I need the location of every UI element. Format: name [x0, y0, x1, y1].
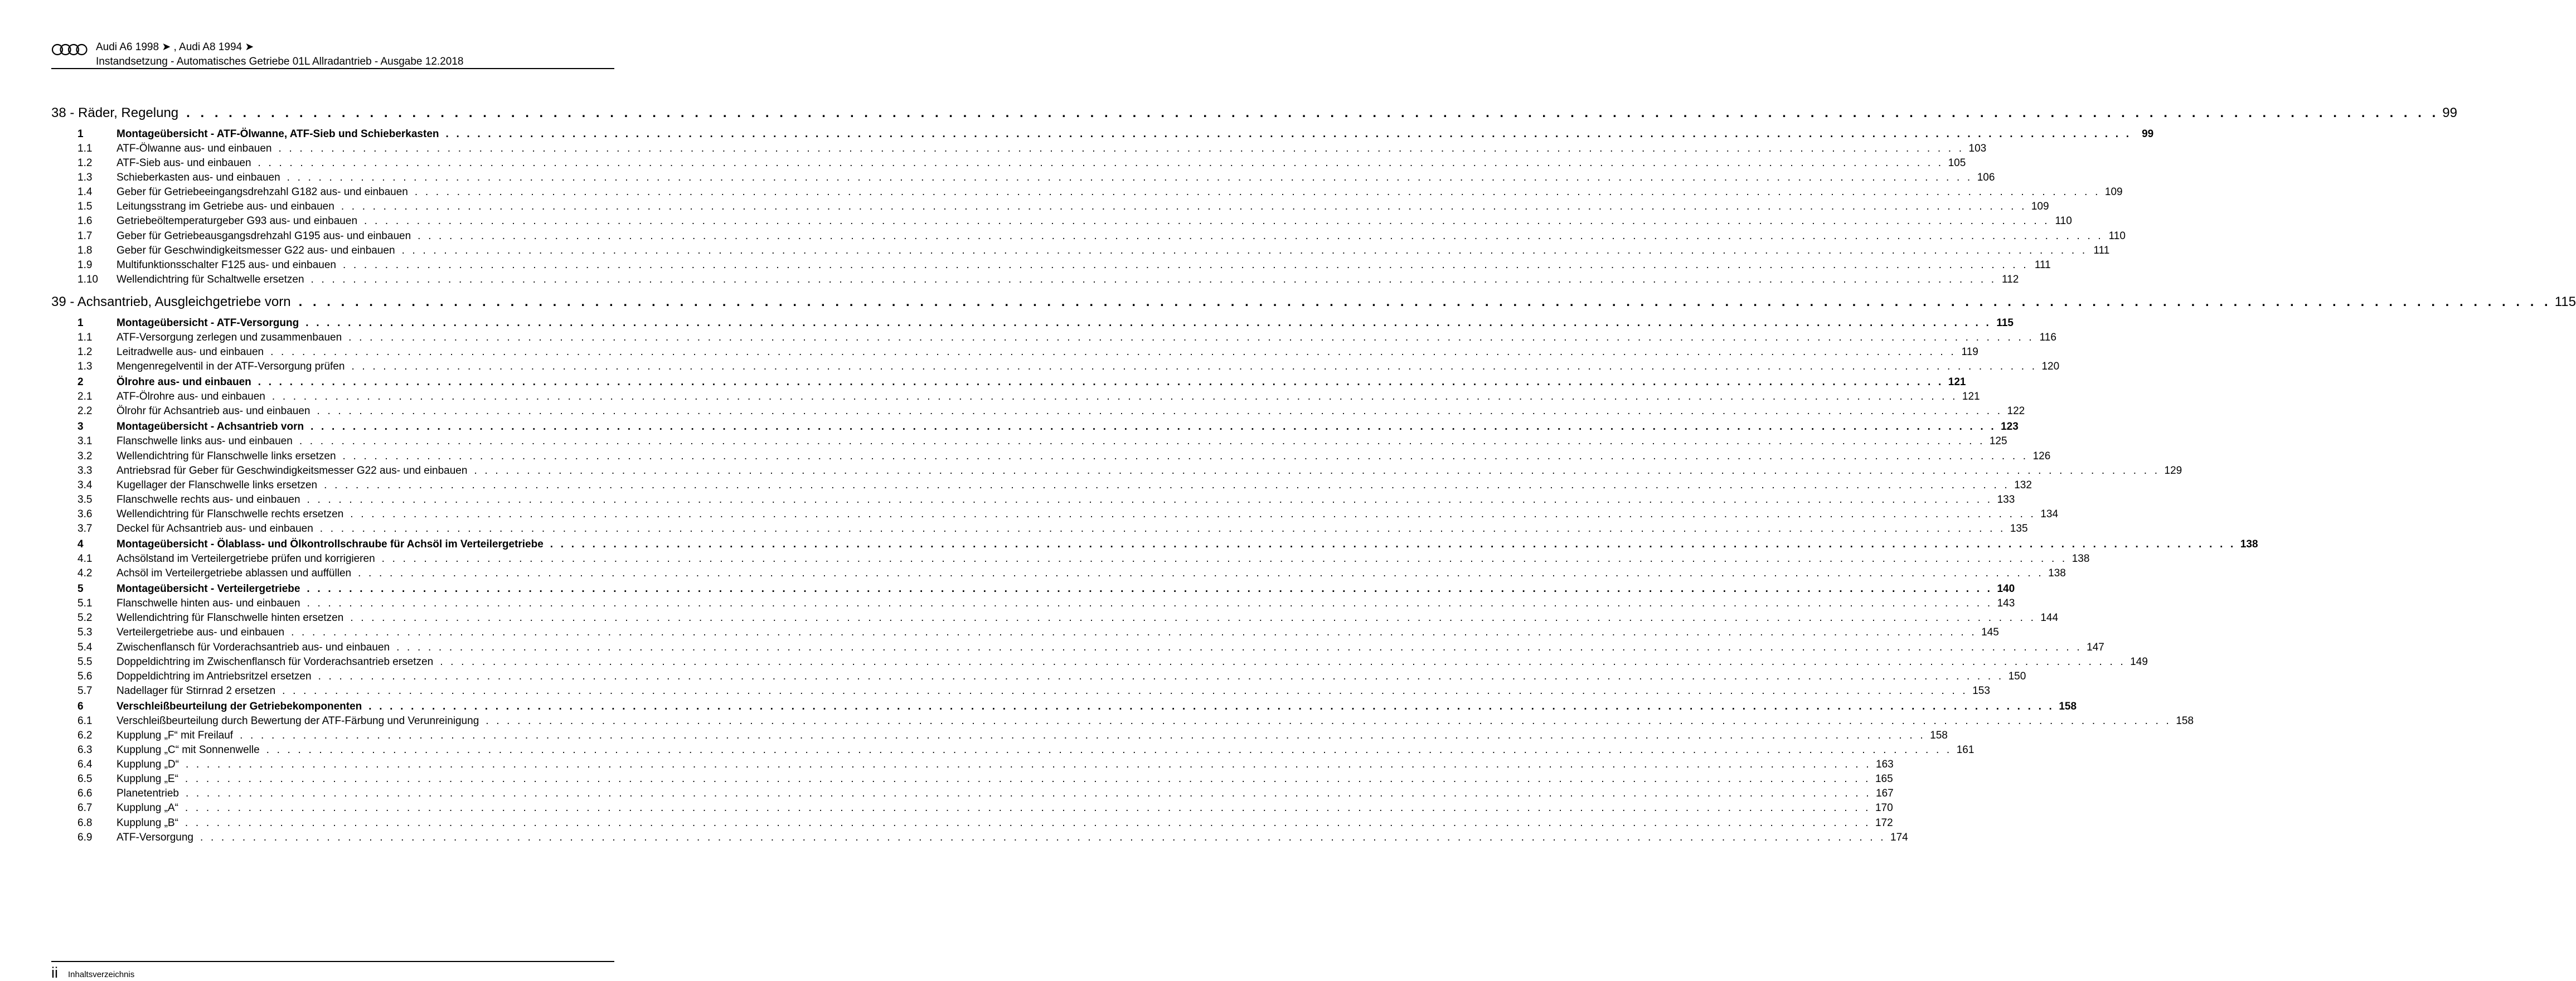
- entry-page: 132: [2010, 478, 2032, 493]
- entry-number: 6.3: [77, 744, 93, 756]
- entry-title: Kupplung „D“: [117, 757, 186, 772]
- entry-page: 170: [1871, 801, 1893, 815]
- entry-title: Montageübersicht - Achsantrieb vorn: [117, 419, 311, 435]
- entry-title: Verschleißbeurteilung durch Bewertung der ATF-Färbung und Verunreinigung: [117, 714, 486, 729]
- entry-title: Montageübersicht - ATF-Versorgung: [117, 315, 305, 332]
- entry-title: Doppeldichtring im Antriebsritzel ersetzen: [117, 669, 318, 684]
- entry-number: 1.3: [77, 172, 93, 184]
- dot-leader: . . . . . . . . . . . . . . . . . . . . . . . . . . . . . . . . . . . . . . . . . . . . . . . . . . . . . . . . . . . . . . . . . . . . . . . . . . . . . . . . . . . . . . . . . . . . . . . . . . . . . . . . . . . . . . . . . . . . . . . . . . . . . . . . . . . . . . . . . . . . . . . . . . . . . . . . . . . . . . . .: [278, 143, 1964, 154]
- footer-divider: [51, 961, 614, 962]
- entry-page: 138: [2067, 552, 2089, 566]
- dot-leader: . . . . . . . . . . . . . . . . . . . . . . . . . . . . . . . . . . . . . . . . . . . . . . . . . . . . . . . . . . . . . . . . . . . . . . . . . . . . . . . . . . . . . . . . . . . . . . . . . . . . . . . . . . . . . . . . . . . . . . . . . . . . . . . . . . . . . . . . . . . . . . . . . . . . . . . . . . . . . . . .: [200, 831, 1886, 843]
- toc-entry[interactable]: [51, 655, 2148, 669]
- entry-title: Verschleißbeurteilung der Getriebekomponenten: [117, 698, 368, 715]
- entry-number: 6.6: [77, 788, 93, 800]
- entry-number: 6: [77, 700, 84, 712]
- entry-number: 3.6: [77, 508, 93, 520]
- toc-chapter[interactable]: [51, 103, 2457, 124]
- entry-number: 2.1: [77, 391, 93, 403]
- entry-title: Kupplung „B“: [117, 816, 185, 831]
- dot-leader: . . . . . . . . . . . . . . . . . . . . . . . . . . . . . . . . . . . . . . . . . . . . . . . . . . . . . . . . . . . . . . . . . . . . . . . . . . . . . . . . . . . . . . . . . . . . . . . . . . . . . . . . . . . . . . . . . . . . . . . . . . . . . . . . . . . . . . . . . . . . . . . . . . . . . . . . . . . . . . . .: [185, 817, 1871, 829]
- toc-entry[interactable]: [51, 816, 1893, 831]
- entry-page: 140: [1992, 581, 2015, 598]
- entry-title: Leitungsstrang im Getriebe aus- und einbauen: [117, 200, 341, 214]
- toc-entry[interactable]: [51, 493, 2015, 507]
- entry-page: 125: [1985, 434, 2007, 449]
- entry-page: 122: [2002, 404, 2025, 419]
- entry-number: 5: [77, 583, 84, 595]
- toc-entry[interactable]: [51, 566, 2066, 581]
- toc-entry[interactable]: [51, 434, 2007, 449]
- entry-number: 1.5: [77, 201, 93, 213]
- entry-page: 149: [2126, 655, 2148, 669]
- entry-page: 138: [2044, 566, 2066, 581]
- entry-page: 163: [1871, 757, 1894, 772]
- dot-leader: . . . . . . . . . . . . . . . . . . . . . . . . . . . . . . . . . . . . . . . . . . . . . . . . . . . . . . . . . . . . . . . . . . . . . . . . . . . . . . . . . . . . . . . . . . . . . . . . . . . . . . . . . . . . . . . . . . . . . . . . . . . . . . . . . . . . . . . . . . . . . . . . . . . . . . . . . . . . . . . .: [550, 538, 2236, 551]
- dot-leader: . . . . . . . . . . . . . . . . . . . . . . . . . . . . . . . . . . . . . . . . . . . . . . . . . . . . . . . . . . . . . . . . . . . . . . . . . . . . . . . . . . . . . . . . . . . . . . . . . . . . . . . . . . . . . . . . . . . . . . . . . . . . . . . . . . . . . . . . . . . . . . . . . . . . . . . . . . . . . . . .: [186, 105, 2439, 120]
- entry-page: 121: [1944, 374, 1966, 391]
- entry-number: 1.1: [77, 331, 93, 343]
- entry-number: 6.5: [77, 773, 93, 785]
- entry-number: 1.10: [77, 273, 98, 285]
- toc-entry[interactable]: [51, 390, 1980, 404]
- dot-leader: . . . . . . . . . . . . . . . . . . . . . . . . . . . . . . . . . . . . . . . . . . . . . . . . . . . . . . . . . . . . . . . . . . . . . . . . . . . . . . . . . . . . . . . . . . . . . . . . . . . . . . . . . . . . . . . . . . . . . . . . . . . . . . . . . . . . . . . . . . . . . . . . . . . . . . . . . . . . . . . .: [445, 128, 2132, 140]
- entry-page: 109: [2100, 185, 2123, 200]
- entry-number: 5.6: [77, 670, 93, 682]
- entry-page: 145: [1977, 625, 1999, 640]
- entry-number: 6.7: [77, 802, 93, 814]
- entry-title: Kugellager der Flanschwelle links ersetzen: [117, 478, 324, 493]
- entry-number: 1.9: [77, 259, 93, 271]
- toc-entry[interactable]: [51, 360, 2060, 374]
- entry-page: 111: [2087, 244, 2109, 258]
- entry-title: Flanschwelle hinten aus- und einbauen: [117, 596, 307, 611]
- toc-section[interactable]: [51, 126, 2154, 142]
- entry-number: 6.2: [77, 730, 93, 741]
- entry-title: Deckel für Achsantrieb aus- und einbauen: [117, 522, 320, 536]
- toc-entry[interactable]: [51, 640, 2104, 655]
- toc-entry[interactable]: [51, 801, 1893, 815]
- entry-page: 126: [2028, 449, 2050, 464]
- page-header: [51, 40, 614, 69]
- toc-entry[interactable]: [51, 464, 2182, 478]
- entry-number: 5.4: [77, 641, 93, 653]
- entry-page: 174: [1886, 831, 1908, 845]
- toc-entry[interactable]: [51, 244, 2110, 258]
- dot-leader: . . . . . . . . . . . . . . . . . . . . . . . . . . . . . . . . . . . . . . . . . . . . . . . . . . . . . . . . . . . . . . . . . . . . . . . . . . . . . . . . . . . . . . . . . . . . . . . . . . . . . . . . . . . . . . . . . . . . . . . . . . . . . . . . . . . . . . . . . . . . . . . . . . . . . . . . . . . . . . . .: [185, 788, 1871, 800]
- entry-page: 161: [1952, 743, 1974, 757]
- entry-page: 115: [1991, 315, 2014, 332]
- entry-number: 5.2: [77, 612, 93, 624]
- entry-number: 1.8: [77, 244, 93, 256]
- entry-page: 133: [1992, 493, 2015, 507]
- entry-title: ATF-Ölwanne aus- und einbauen: [117, 142, 278, 156]
- dot-leader: . . . . . . . . . . . . . . . . . . . . . . . . . . . . . . . . . . . . . . . . . . . . . . . . . . . . . . . . . . . . . . . . . . . . . . . . . . . . . . . . . . . . . . . . . . . . . . . . . . . . . . . . . . . . . . . . . . . . . . . . . . . . . . . . . . . . . . . . . . . . . . . . . . . . . . . . . . . . . . . .: [317, 405, 2003, 417]
- toc-entry[interactable]: [51, 772, 1893, 786]
- toc-entry[interactable]: [51, 714, 2194, 729]
- dot-leader: . . . . . . . . . . . . . . . . . . . . . . . . . . . . . . . . . . . . . . . . . . . . . . . . . . . . . . . . . . . . . . . . . . . . . . . . . . . . . . . . . . . . . . . . . . . . . . . . . . . . . . . . . . . . . . . . . . . . . . . . . . . . . . . . . . . . . . . . . . . . . . . . . . . . . . . . . . . . . . . .: [350, 508, 2036, 520]
- toc-entry[interactable]: [51, 171, 1995, 185]
- entry-number: 1.2: [77, 157, 93, 169]
- dot-leader: . . . . . . . . . . . . . . . . . . . . . . . . . . . . . . . . . . . . . . . . . . . . . . . . . . . . . . . . . . . . . . . . . . . . . . . . . . . . . . . . . . . . . . . . . . . . . . . . . . . . . . . . . . . . . . . . . . . . . . . . . . . . . . . . . . . . . . . . . . . . . . . . . . . . . . . . . . . . . . . .: [287, 172, 1973, 184]
- dot-leader: . . . . . . . . . . . . . . . . . . . . . . . . . . . . . . . . . . . . . . . . . . . . . . . . . . . . . . . . . . . . . . . . . . . . . . . . . . . . . . . . . . . . . . . . . . . . . . . . . . . . . . . . . . . . . . . . . . . . . . . . . . . . . . . . . . . . . . . . . . . . . . . . . . . . . . . . . . . . . . . .: [240, 730, 1925, 741]
- entry-page: 153: [1968, 684, 1990, 698]
- toc-entry[interactable]: [51, 669, 2026, 684]
- toc-entry[interactable]: [51, 200, 2049, 214]
- entry-title: Achsöl im Verteilergetriebe ablassen und auffüllen: [117, 566, 358, 581]
- toc-section[interactable]: [51, 698, 2077, 714]
- dot-leader: . . . . . . . . . . . . . . . . . . . . . . . . . . . . . . . . . . . . . . . . . . . . . . . . . . . . . . . . . . . . . . . . . . . . . . . . . . . . . . . . . . . . . . . . . . . . . . . . . . . . . . . . . . . . . . . . . . . . . . . . . . . . . . . . . . . . . . . . . . . . . . . . . . . . . . . . . . . . . . . .: [351, 361, 2037, 373]
- entry-number: 6.9: [77, 831, 93, 843]
- entry-title: Montageübersicht - Ölablass- und Ölkontrollschraube für Achsöl im Verteilergetriebe: [117, 536, 550, 553]
- entry-title: ATF-Ölrohre aus- und einbauen: [117, 390, 272, 404]
- dot-leader: . . . . . . . . . . . . . . . . . . . . . . . . . . . . . . . . . . . . . . . . . . . . . . . . . . . . . . . . . . . . . . . . . . . . . . . . . . . . . . . . . . . . . . . . . . . . . . . . . . . . . . . . . . . . . . . . . . . . . . . . . . . . . . . . . . . . . . . . . . . . . . . . . . . . . . . . . . . . . . . .: [185, 759, 1871, 771]
- entry-number: 6.8: [77, 817, 93, 829]
- entry-title: ATF-Versorgung zerlegen und zusammenbauen: [117, 331, 348, 345]
- toc-entry[interactable]: [51, 625, 1999, 640]
- entry-number: 3.3: [77, 464, 93, 477]
- entry-title: Multifunktionsschalter F125 aus- und einbauen: [117, 258, 343, 273]
- header-vehicle-line: Audi A6 1998 ➤ , Audi A8 1994 ➤: [96, 41, 254, 53]
- dot-leader: . . . . . . . . . . . . . . . . . . . . . . . . . . . . . . . . . . . . . . . . . . . . . . . . . . . . . . . . . . . . . . . . . . . . . . . . . . . . . . . . . . . . . . . . . . . . . . . . . . . . . . . . . . . . . . . . . . . . . . . . . . . . . . . . . . . . . . . . . . . . . . . . . . . . . . . . . . . . . . . .: [440, 655, 2126, 668]
- entry-title: Schieberkasten aus- und einbauen: [117, 171, 287, 185]
- entry-number: 6.4: [77, 759, 93, 771]
- entry-page: 138: [2236, 536, 2258, 553]
- table-of-contents: [51, 105, 2576, 845]
- toc-entry[interactable]: [51, 611, 2059, 625]
- chapter-page: 99: [2442, 105, 2457, 120]
- entry-title: Mengenregelventil in der ATF-Versorgung prüfen: [117, 360, 351, 374]
- dot-leader: . . . . . . . . . . . . . . . . . . . . . . . . . . . . . . . . . . . . . . . . . . . . . . . . . . . . . . . . . . . . . . . . . . . . . . . . . . . . . . . . . . . . . . . . . . . . . . . . . . . . . . . . . . . . . . . . . . . . . . . . . . . . . . . . . . . . . . . . . . . . . . . . . . . . . . . . . . . . . . . .: [350, 612, 2036, 624]
- footer-label: Inhaltsverzeichnis: [68, 970, 135, 979]
- dot-leader: . . . . . . . . . . . . . . . . . . . . . . . . . . . . . . . . . . . . . . . . . . . . . . . . . . . . . . . . . . . . . . . . . . . . . . . . . . . . . . . . . . . . . . . . . . . . . . . . . . . . . . . . . . . . . . . . . . . . . . . . . . . . . . . . . . . . . . . . . . . . . . . . . . . . . . . . . . . . . . . .: [414, 186, 2100, 198]
- toc-entry[interactable]: [51, 273, 2019, 287]
- toc-entry[interactable]: [51, 156, 1966, 171]
- audi-rings-logo: [51, 43, 88, 56]
- toc-section[interactable]: [51, 581, 2015, 596]
- dot-leader: . . . . . . . . . . . . . . . . . . . . . . . . . . . . . . . . . . . . . . . . . . . . . . . . . . . . . . . . . . . . . . . . . . . . . . . . . . . . . . . . . . . . . . . . . . . . . . . . . . . . . . . . . . . . . . . . . . . . . . . . . . . . . . . . . . . . . . . . . . . . . . . . . . . . . . . . . . . . . . . .: [324, 479, 2010, 491]
- dot-leader: . . . . . . . . . . . . . . . . . . . . . . . . . . . . . . . . . . . . . . . . . . . . . . . . . . . . . . . . . . . . . . . . . . . . . . . . . . . . . . . . . . . . . . . . . . . . . . . . . . . . . . . . . . . . . . . . . . . . . . . . . . . . . . . . . . . . . . . . . . . . . . . . . . . . . . . . . . . . . . . .: [474, 464, 2160, 477]
- entry-page: 129: [2160, 464, 2182, 478]
- entry-title: Montageübersicht - ATF-Ölwanne, ATF-Sieb und Schieberkasten: [117, 126, 446, 143]
- dot-leader: . . . . . . . . . . . . . . . . . . . . . . . . . . . . . . . . . . . . . . . . . . . . . . . . . . . . . . . . . . . . . . . . . . . . . . . . . . . . . . . . . . . . . . . . . . . . . . . . . . . . . . . . . . . . . . . . . . . . . . . . . . . . . . . . . . . . . . . . . . . . . . . . . . . . . . . . . . . . . . . .: [307, 583, 1993, 595]
- toc-entry[interactable]: [51, 596, 2015, 611]
- entry-page: 158: [1925, 729, 1948, 743]
- entry-number: 1: [77, 128, 84, 140]
- dot-leader: . . . . . . . . . . . . . . . . . . . . . . . . . . . . . . . . . . . . . . . . . . . . . . . . . . . . . . . . . . . . . . . . . . . . . . . . . . . . . . . . . . . . . . . . . . . . . . . . . . . . . . . . . . . . . . . . . . . . . . . . . . . . . . . . . . . . . . . . . . . . . . . . . . . . . . . . . . . . . . . .: [358, 567, 2044, 580]
- entry-number: 1.7: [77, 230, 93, 242]
- dot-leader: . . . . . . . . . . . . . . . . . . . . . . . . . . . . . . . . . . . . . . . . . . . . . . . . . . . . . . . . . . . . . . . . . . . . . . . . . . . . . . . . . . . . . . . . . . . . . . . . . . . . . . . . . . . . . . . . . . . . . . . . . . . . . . . . . . . . . . . . . . . . . . . . . . . . . . . . . . . . . . . .: [368, 700, 2055, 712]
- entry-page: 144: [2036, 611, 2058, 625]
- entry-title: Wellendichtring für Schaltwelle ersetzen: [117, 273, 311, 287]
- dot-leader: . . . . . . . . . . . . . . . . . . . . . . . . . . . . . . . . . . . . . . . . . . . . . . . . . . . . . . . . . . . . . . . . . . . . . . . . . . . . . . . . . . . . . . . . . . . . . . . . . . . . . . . . . . . . . . . . . . . . . . . . . . . . . . . . . . . . . . . . . . . . . . . . . . . . . . . . . . . . . . . .: [266, 744, 1952, 756]
- toc-entry[interactable]: [51, 507, 2059, 522]
- entry-page: 158: [2054, 698, 2077, 715]
- toc-section[interactable]: [51, 315, 2014, 331]
- entry-page: 165: [1871, 772, 1893, 786]
- entry-title: Doppeldichtring im Zwischenflansch für Vorderachsantrieb ersetzen: [117, 655, 440, 669]
- dot-leader: . . . . . . . . . . . . . . . . . . . . . . . . . . . . . . . . . . . . . . . . . . . . . . . . . . . . . . . . . . . . . . . . . . . . . . . . . . . . . . . . . . . . . . . . . . . . . . . . . . . . . . . . . . . . . . . . . . . . . . . . . . . . . . . . . . . . . . . . . . . . . . . . . . . . . . . . . . . . . . . .: [486, 715, 2172, 727]
- entry-page: 106: [1972, 171, 1995, 185]
- entry-page: 158: [2171, 714, 2194, 729]
- dot-leader: . . . . . . . . . . . . . . . . . . . . . . . . . . . . . . . . . . . . . . . . . . . . . . . . . . . . . . . . . . . . . . . . . . . . . . . . . . . . . . . . . . . . . . . . . . . . . . . . . . . . . . . . . . . . . . . . . . . . . . . . . . . . . . . . . . . . . . . . . . . . . . . . . . . . . . . . . . . . . . . .: [381, 553, 2068, 565]
- entry-title: Nadellager für Stirnrad 2 ersetzen: [117, 684, 282, 698]
- dot-leader: . . . . . . . . . . . . . . . . . . . . . . . . . . . . . . . . . . . . . . . . . . . . . . . . . . . . . . . . . . . . . . . . . . . . . . . . . . . . . . . . . . . . . . . . . . . . . . . . . . . . . . . . . . . . . . . . . . . . . . . . . . . . . . . . . . . . . . . . . . . . . . . . . . . . . . . . . . . . . . . .: [307, 598, 1993, 610]
- entry-title: Kupplung „A“: [117, 801, 185, 815]
- entry-page: 112: [1996, 273, 2019, 287]
- chapter-title: 38 - Räder, Regelung: [51, 105, 179, 120]
- entry-title: Ölrohr für Achsantrieb aus- und einbauen: [117, 404, 317, 419]
- toc-chapter[interactable]: [51, 292, 2576, 313]
- entry-page: 109: [2027, 200, 2049, 214]
- toc-entry[interactable]: [51, 449, 2051, 464]
- dot-leader: . . . . . . . . . . . . . . . . . . . . . . . . . . . . . . . . . . . . . . . . . . . . . . . . . . . . . . . . . . . . . . . . . . . . . . . . . . . . . . . . . . . . . . . . . . . . . . . . . . . . . . . . . . . . . . . . . . . . . . . . . . . . . . . . . . . . . . . . . . . . . . . . . . . . . . . . . . . . . . . .: [271, 391, 1958, 403]
- toc-entry[interactable]: [51, 831, 1908, 845]
- entry-number: 1.3: [77, 361, 93, 373]
- entry-title: Antriebsrad für Geber für Geschwindigkeitsmesser G22 aus- und einbauen: [117, 464, 474, 478]
- entry-page: 119: [1956, 345, 1978, 360]
- toc-entry[interactable]: [51, 552, 2090, 566]
- dot-leader: . . . . . . . . . . . . . . . . . . . . . . . . . . . . . . . . . . . . . . . . . . . . . . . . . . . . . . . . . . . . . . . . . . . . . . . . . . . . . . . . . . . . . . . . . . . . . . . . . . . . . . . . . . . . . . . . . . . . . . . . . . . . . . . . . . . . . . . . . . . . . . . . . . . . . . . . . . . . . . . .: [270, 346, 1956, 358]
- entry-number: 3: [77, 421, 84, 433]
- toc-entry[interactable]: [51, 345, 1978, 360]
- dot-leader: . . . . . . . . . . . . . . . . . . . . . . . . . . . . . . . . . . . . . . . . . . . . . . . . . . . . . . . . . . . . . . . . . . . . . . . . . . . . . . . . . . . . . . . . . . . . . . . . . . . . . . . . . . . . . . . . . . . . . . . . . . . . . . . . . . . . . . . . . . . . . . . . . . . . . . . . . . . . . . . .: [258, 157, 1944, 169]
- toc-entry[interactable]: [51, 229, 2126, 244]
- entry-title: Geber für Getriebeausgangsdrehzahl G195 aus- und einbauen: [117, 229, 418, 244]
- toc-section[interactable]: [51, 419, 2019, 434]
- entry-number: 6.1: [77, 715, 93, 727]
- dot-leader: . . . . . . . . . . . . . . . . . . . . . . . . . . . . . . . . . . . . . . . . . . . . . . . . . . . . . . . . . . . . . . . . . . . . . . . . . . . . . . . . . . . . . . . . . . . . . . . . . . . . . . . . . . . . . . . . . . . . . . . . . . . . . . . . . . . . . . . . . . . . . . . . . . . . . . . . . . . . . . . .: [342, 259, 2029, 271]
- entry-page: 135: [2006, 522, 2028, 536]
- toc-entry[interactable]: [51, 743, 1975, 757]
- toc-entry[interactable]: [51, 729, 1948, 743]
- toc-section[interactable]: [51, 374, 1966, 390]
- entry-title: ATF-Sieb aus- und einbauen: [117, 156, 258, 171]
- entry-page: 143: [1992, 596, 2015, 611]
- entry-page: 147: [2082, 640, 2104, 655]
- entry-title: Verteilergetriebe aus- und einbauen: [117, 625, 291, 640]
- entry-number: 1.1: [77, 143, 93, 154]
- entry-title: Geber für Geschwindigkeitsmesser G22 aus- und einbauen: [117, 244, 402, 258]
- entry-number: 3.1: [77, 435, 93, 448]
- toc-entry[interactable]: [51, 522, 2028, 536]
- entry-number: 1.2: [77, 346, 93, 358]
- entry-page: 120: [2037, 360, 2059, 374]
- entry-title: Leitradwelle aus- und einbauen: [117, 345, 270, 360]
- entry-title: Kupplung „C“ mit Sonnenwelle: [117, 743, 266, 757]
- dot-leader: . . . . . . . . . . . . . . . . . . . . . . . . . . . . . . . . . . . . . . . . . . . . . . . . . . . . . . . . . . . . . . . . . . . . . . . . . . . . . . . . . . . . . . . . . . . . . . . . . . . . . . . . . . . . . . . . . . . . . . . . . . . . . . . . . . . . . . . . . . . . . . . . . . . . . . . . . . . . . . . .: [418, 230, 2103, 242]
- chapter-title: 39 - Achsantrieb, Ausgleichgetriebe vorn: [51, 294, 291, 309]
- entry-number: 5.1: [77, 598, 93, 610]
- entry-page: 99: [2131, 126, 2153, 143]
- chapter-page: 115: [2554, 294, 2576, 309]
- entry-title: Wellendichtring für Flanschwelle rechts ersetzen: [117, 507, 350, 522]
- entry-title: Planetentrieb: [117, 786, 186, 801]
- dot-leader: . . . . . . . . . . . . . . . . . . . . . . . . . . . . . . . . . . . . . . . . . . . . . . . . . . . . . . . . . . . . . . . . . . . . . . . . . . . . . . . . . . . . . . . . . . . . . . . . . . . . . . . . . . . . . . . . . . . . . . . . . . . . . . . . . . . . . . . . . . . . . . . . . . . . . . . . . . . . . . . .: [185, 773, 1871, 785]
- dot-leader: . . . . . . . . . . . . . . . . . . . . . . . . . . . . . . . . . . . . . . . . . . . . . . . . . . . . . . . . . . . . . . . . . . . . . . . . . . . . . . . . . . . . . . . . . . . . . . . . . . . . . . . . . . . . . . . . . . . . . . . . . . . . . . . . . . . . . . . . . . . . . . . . . . . . . . . . . . . . . . . .: [318, 670, 2004, 682]
- entry-title: Wellendichtring für Flanschwelle hinten ersetzen: [117, 611, 350, 625]
- dot-leader: . . . . . . . . . . . . . . . . . . . . . . . . . . . . . . . . . . . . . . . . . . . . . . . . . . . . . . . . . . . . . . . . . . . . . . . . . . . . . . . . . . . . . . . . . . . . . . . . . . . . . . . . . . . . . . . . . . . . . . . . . . . . . . . . . . . . . . . . . . . . . . . . . . . . . . . . . . . . . . . .: [319, 522, 2006, 535]
- toc-entry[interactable]: [51, 331, 2056, 345]
- dot-leader: . . . . . . . . . . . . . . . . . . . . . . . . . . . . . . . . . . . . . . . . . . . . . . . . . . . . . . . . . . . . . . . . . . . . . . . . . . . . . . . . . . . . . . . . . . . . . . . . . . . . . . . . . . . . . . . . . . . . . . . . . . . . . . . . . . . . . . . . . . . . . . . . . . . . . . . . . . . . . . . .: [299, 435, 1985, 448]
- toc-entry[interactable]: [51, 185, 2123, 200]
- entry-number: 4.2: [77, 567, 93, 580]
- entry-number: 1: [77, 317, 84, 329]
- dot-leader: . . . . . . . . . . . . . . . . . . . . . . . . . . . . . . . . . . . . . . . . . . . . . . . . . . . . . . . . . . . . . . . . . . . . . . . . . . . . . . . . . . . . . . . . . . . . . . . . . . . . . . . . . . . . . . . . . . . . . . . . . . . . . . . . . . . . . . . . . . . . . . . . . . . . . . . . . . . . . . . .: [342, 450, 2029, 462]
- entry-number: 1.6: [77, 215, 93, 227]
- entry-number: 3.4: [77, 479, 93, 491]
- entry-title: Geber für Getriebeeingangsdrehzahl G182 aus- und einbauen: [117, 185, 415, 200]
- entry-page: 150: [2003, 669, 2026, 684]
- toc-entry[interactable]: [51, 258, 2051, 273]
- entry-number: 4.1: [77, 553, 93, 565]
- entry-page: 134: [2036, 507, 2058, 522]
- entry-number: 2.2: [77, 405, 93, 417]
- dot-leader: . . . . . . . . . . . . . . . . . . . . . . . . . . . . . . . . . . . . . . . . . . . . . . . . . . . . . . . . . . . . . . . . . . . . . . . . . . . . . . . . . . . . . . . . . . . . . . . . . . . . . . . . . . . . . . . . . . . . . . . . . . . . . . . . . . . . . . . . . . . . . . . . . . . . . . . . . . . . . . . .: [364, 215, 2050, 227]
- entry-number: 5.5: [77, 655, 93, 668]
- dot-leader: . . . . . . . . . . . . . . . . . . . . . . . . . . . . . . . . . . . . . . . . . . . . . . . . . . . . . . . . . . . . . . . . . . . . . . . . . . . . . . . . . . . . . . . . . . . . . . . . . . . . . . . . . . . . . . . . . . . . . . . . . . . . . . . . . . . . . . . . . . . . . . . . . . . . . . . . . . . . . . . .: [307, 493, 1993, 506]
- entry-title: ATF-Versorgung: [117, 831, 200, 845]
- entry-title: Ölrohre aus- und einbauen: [117, 374, 258, 391]
- entry-title: Kupplung „E“: [117, 772, 185, 786]
- dot-leader: . . . . . . . . . . . . . . . . . . . . . . . . . . . . . . . . . . . . . . . . . . . . . . . . . . . . . . . . . . . . . . . . . . . . . . . . . . . . . . . . . . . . . . . . . . . . . . . . . . . . . . . . . . . . . . . . . . . . . . . . . . . . . . . . . . . . . . . . . . . . . . . . . . . . . . . . . . . . . . . .: [298, 294, 2551, 309]
- entry-number: 2: [77, 376, 84, 388]
- dot-leader: . . . . . . . . . . . . . . . . . . . . . . . . . . . . . . . . . . . . . . . . . . . . . . . . . . . . . . . . . . . . . . . . . . . . . . . . . . . . . . . . . . . . . . . . . . . . . . . . . . . . . . . . . . . . . . . . . . . . . . . . . . . . . . . . . . . . . . . . . . . . . . . . . . . . . . . . . . . . . . . .: [401, 244, 2088, 256]
- dot-leader: . . . . . . . . . . . . . . . . . . . . . . . . . . . . . . . . . . . . . . . . . . . . . . . . . . . . . . . . . . . . . . . . . . . . . . . . . . . . . . . . . . . . . . . . . . . . . . . . . . . . . . . . . . . . . . . . . . . . . . . . . . . . . . . . . . . . . . . . . . . . . . . . . . . . . . . . . . . . . . . .: [258, 376, 1944, 388]
- entry-number: 3.2: [77, 450, 93, 462]
- toc-entry[interactable]: [51, 142, 1987, 156]
- toc-entry[interactable]: [51, 786, 1894, 801]
- entry-page: 110: [2050, 214, 2072, 229]
- toc-entry[interactable]: [51, 478, 2032, 493]
- entry-title: Kupplung „F“ mit Freilauf: [117, 729, 240, 743]
- entry-number: 4: [77, 538, 84, 551]
- dot-leader: . . . . . . . . . . . . . . . . . . . . . . . . . . . . . . . . . . . . . . . . . . . . . . . . . . . . . . . . . . . . . . . . . . . . . . . . . . . . . . . . . . . . . . . . . . . . . . . . . . . . . . . . . . . . . . . . . . . . . . . . . . . . . . . . . . . . . . . . . . . . . . . . . . . . . . . . . . . . . . . .: [282, 684, 1968, 697]
- entry-title: Flanschwelle links aus- und einbauen: [117, 434, 299, 449]
- entry-number: 5.3: [77, 627, 93, 639]
- entry-page: 116: [2034, 331, 2056, 345]
- toc-section[interactable]: [51, 536, 2258, 552]
- dot-leader: . . . . . . . . . . . . . . . . . . . . . . . . . . . . . . . . . . . . . . . . . . . . . . . . . . . . . . . . . . . . . . . . . . . . . . . . . . . . . . . . . . . . . . . . . . . . . . . . . . . . . . . . . . . . . . . . . . . . . . . . . . . . . . . . . . . . . . . . . . . . . . . . . . . . . . . . . . . . . . . .: [311, 421, 1996, 433]
- header-manual-title: Instandsetzung - Automatisches Getriebe 01L Allradantrieb - Ausgabe 12.2018: [96, 56, 464, 67]
- entry-page: 172: [1871, 816, 1893, 831]
- toc-entry[interactable]: [51, 404, 2025, 419]
- entry-title: Achsölstand im Verteilergetriebe prüfen und korrigieren: [117, 552, 382, 566]
- entry-title: Wellendichtring für Flanschwelle links ersetzen: [117, 449, 343, 464]
- entry-page: 167: [1871, 786, 1894, 801]
- toc-entry[interactable]: [51, 214, 2072, 229]
- entry-number: 1.4: [77, 186, 93, 198]
- entry-page: 105: [1943, 156, 1966, 171]
- entry-number: 3.7: [77, 522, 93, 535]
- footer-page-number: ii: [51, 964, 58, 981]
- dot-leader: . . . . . . . . . . . . . . . . . . . . . . . . . . . . . . . . . . . . . . . . . . . . . . . . . . . . . . . . . . . . . . . . . . . . . . . . . . . . . . . . . . . . . . . . . . . . . . . . . . . . . . . . . . . . . . . . . . . . . . . . . . . . . . . . . . . . . . . . . . . . . . . . . . . . . . . . . . . . . . . .: [185, 802, 1871, 814]
- entry-page: 123: [1996, 419, 2019, 435]
- toc-entry[interactable]: [51, 684, 1990, 698]
- entry-title: Flanschwelle rechts aus- und einbauen: [117, 493, 307, 507]
- dot-leader: . . . . . . . . . . . . . . . . . . . . . . . . . . . . . . . . . . . . . . . . . . . . . . . . . . . . . . . . . . . . . . . . . . . . . . . . . . . . . . . . . . . . . . . . . . . . . . . . . . . . . . . . . . . . . . . . . . . . . . . . . . . . . . . . . . . . . . . . . . . . . . . . . . . . . . . . . . . . . . . .: [305, 317, 1991, 329]
- entry-page: 111: [2029, 258, 2051, 273]
- entry-number: 5.7: [77, 684, 93, 697]
- entry-page: 103: [1964, 142, 1986, 156]
- header-divider: [51, 68, 614, 69]
- entry-title: Montageübersicht - Verteilergetriebe: [117, 581, 307, 598]
- entry-page: 110: [2103, 229, 2126, 244]
- entry-title: Zwischenflansch für Vorderachsantrieb aus- und einbauen: [117, 640, 396, 655]
- entry-number: 3.5: [77, 493, 93, 506]
- dot-leader: . . . . . . . . . . . . . . . . . . . . . . . . . . . . . . . . . . . . . . . . . . . . . . . . . . . . . . . . . . . . . . . . . . . . . . . . . . . . . . . . . . . . . . . . . . . . . . . . . . . . . . . . . . . . . . . . . . . . . . . . . . . . . . . . . . . . . . . . . . . . . . . . . . . . . . . . . . . . . . . .: [341, 201, 2027, 213]
- dot-leader: . . . . . . . . . . . . . . . . . . . . . . . . . . . . . . . . . . . . . . . . . . . . . . . . . . . . . . . . . . . . . . . . . . . . . . . . . . . . . . . . . . . . . . . . . . . . . . . . . . . . . . . . . . . . . . . . . . . . . . . . . . . . . . . . . . . . . . . . . . . . . . . . . . . . . . . . . . . . . . . .: [311, 273, 1997, 285]
- toc-entry[interactable]: [51, 757, 1894, 772]
- entry-page: 121: [1958, 390, 1980, 404]
- entry-title: Getriebeöltemperaturgeber G93 aus- und einbauen: [117, 214, 364, 229]
- dot-leader: . . . . . . . . . . . . . . . . . . . . . . . . . . . . . . . . . . . . . . . . . . . . . . . . . . . . . . . . . . . . . . . . . . . . . . . . . . . . . . . . . . . . . . . . . . . . . . . . . . . . . . . . . . . . . . . . . . . . . . . . . . . . . . . . . . . . . . . . . . . . . . . . . . . . . . . . . . . . . . . .: [291, 627, 1977, 639]
- dot-leader: . . . . . . . . . . . . . . . . . . . . . . . . . . . . . . . . . . . . . . . . . . . . . . . . . . . . . . . . . . . . . . . . . . . . . . . . . . . . . . . . . . . . . . . . . . . . . . . . . . . . . . . . . . . . . . . . . . . . . . . . . . . . . . . . . . . . . . . . . . . . . . . . . . . . . . . . . . . . . . . .: [396, 641, 2082, 653]
- dot-leader: . . . . . . . . . . . . . . . . . . . . . . . . . . . . . . . . . . . . . . . . . . . . . . . . . . . . . . . . . . . . . . . . . . . . . . . . . . . . . . . . . . . . . . . . . . . . . . . . . . . . . . . . . . . . . . . . . . . . . . . . . . . . . . . . . . . . . . . . . . . . . . . . . . . . . . . . . . . . . . . .: [348, 331, 2034, 343]
